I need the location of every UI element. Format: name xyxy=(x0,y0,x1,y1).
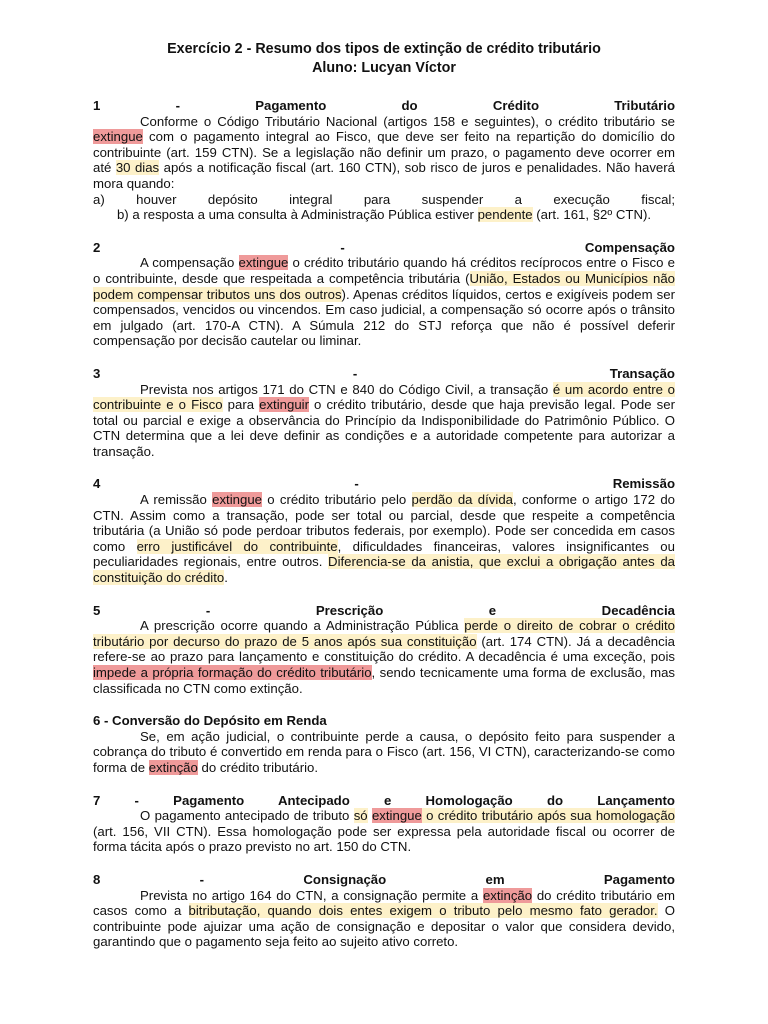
section-heading: 2 - Compensação xyxy=(93,239,675,255)
section-heading: 7 - Pagamento Antecipado e Homologação do Lançamento xyxy=(93,792,675,808)
highlight-red: extinção xyxy=(482,887,533,903)
section-pagamento-antecipado xyxy=(93,793,675,855)
highlight-red: impede a própria formação do crédito tributário xyxy=(93,665,372,680)
section-heading: 6 - Conversão do Depósito em Renda xyxy=(93,713,327,729)
section-paragraph: A remissão extingue o crédito tributário pelo perdão da dívida, conforme o artigo 172 do CTN. Assim como a transação, pode ser total ou parcial, desde que respeite a competência tributária (a União só pode perdoar tributos federais, por exemplo). Pode ser concedida em casos como erro justificável do contribuinte, dificuldades financeiras, valores insignificantes ou peculiaridades regionais, entre outros. Diferencia-se da anistia, que exclui a obrigação antes da constituição do crédito. xyxy=(93,492,676,586)
section-heading: 1 - Pagamento do Crédito Tributário xyxy=(93,98,676,113)
section-transacao xyxy=(93,366,675,460)
document-title: Exercício 2 - Resumo dos tipos de extinção de crédito tributário xyxy=(167,41,601,57)
section-consignacao xyxy=(93,872,675,950)
section-conversao xyxy=(93,713,675,775)
list-item-b: b) a resposta a uma consulta à Administração Pública estiver pendente (art. 161, §2º CTN). xyxy=(116,207,652,223)
highlight-yellow: só xyxy=(353,808,368,824)
document-header xyxy=(93,40,675,78)
highlight-red: extinguir xyxy=(259,397,309,413)
highlight-yellow: União, Estados ou Municípios não podem compensar tributos uns dos outros xyxy=(93,270,675,302)
section-paragraph: Se, em ação judicial, o contribuinte perde a causa, o depósito feito para suspender a cobrança do tributo é convertido em renda para o Fisco (art. 156, VI CTN), caracterizando-se como forma de extinção do crédito tributário. xyxy=(93,728,675,775)
highlight-yellow: é um acordo entre o contribuinte e o Fisco xyxy=(93,381,675,413)
highlight-red: extingue xyxy=(238,255,289,271)
highlight-yellow: Diferencia-se da anistia, que exclui a obrigação antes da constituição do crédito xyxy=(93,554,675,586)
student-name: Aluno: Lucyan Víctor xyxy=(312,60,456,76)
highlight-yellow: 30 dias xyxy=(115,160,160,176)
section-prescricao xyxy=(93,603,675,697)
highlight-yellow: bitributação, quando dois entes exigem o tributo pelo mesmo fato gerador. xyxy=(188,903,658,919)
section-heading: 3 - Transação xyxy=(93,365,675,381)
section-paragraph: Prevista no artigo 164 do CTN, a consignação permite a extinção do crédito tributário em casos como a bitributação, quando dois entes exigem o tributo pelo mesmo fato gerador. O contribuinte pode ajuizar uma ação de consignação e depositar o valor que considera devido, garantindo que o pagamento seja feito ao sujeito ativo correto. xyxy=(93,887,676,950)
section-heading: 4 - Remissão xyxy=(93,476,675,492)
list-item-a: a) houver depósito integral para suspender a execução fiscal; xyxy=(93,191,675,207)
highlight-yellow: pendente xyxy=(477,207,533,223)
section-heading: 5 - Prescrição e Decadência xyxy=(93,602,675,618)
section-paragraph: A compensação extingue o crédito tributário quando há créditos recíprocos entre o Fisco e o contribuinte, desde que respeitada a competência tributária (União, Estados ou Municípios não podem compensar tributos uns dos outros). Apenas créditos líquidos, certos e exigíveis podem ser compensados, vencidos ou vincendos. Em caso judicial, a compensação só ocorre após o trânsito em julgado (art. 170-A CTN). A Súmula 212 do STJ reforça que não é possível deferir compensação por decisão cautelar ou liminar. xyxy=(93,255,675,349)
section-paragraph: O pagamento antecipado de tributo só extingue o crédito tributário após sua homologação (art. 156, VII CTN). Essa homologação pode ser expressa pela autoridade fiscal ou ocorrer de forma tácita após o prazo previsto no art. 150 do CTN. xyxy=(93,808,676,855)
document-page xyxy=(93,40,675,967)
highlight-red: extingue xyxy=(93,129,143,145)
section-paragraph: Conforme o Código Tributário Nacional (artigos 158 e seguintes), o crédito tributário se extingue com o pagamento integral ao Fisco, que deve ser feito na repartição do domicílio do contribuinte (art. 159 CTN). Se a legislação não definir um prazo, o pagamento deve ocorrer em até 30 dias após a notificação fiscal (art. 160 CTN), sob risco de juros e penalidades. Não haverá mora quando: xyxy=(93,113,675,191)
highlight-yellow: erro justificável do contribuinte xyxy=(136,538,338,554)
section-pagamento xyxy=(93,98,675,223)
highlight-yellow: o crédito tributário após sua homologação xyxy=(421,808,676,824)
section-paragraph: Prevista nos artigos 171 do CTN e 840 do Código Civil, a transação é um acordo entre o contribuinte e o Fisco para extinguir o crédito tributário, desde que haja previsão legal. Pode ser total ou parcial e exige a observância do Princípio da Indisponibilidade do Patrimônio Público. O CTN determina que a lei deve definir as condições e a autoridade competente para autorizar a transação. xyxy=(93,381,675,459)
highlight-red: extingue xyxy=(212,492,262,508)
highlight-red: extingue xyxy=(371,808,422,824)
highlight-red: extinção xyxy=(148,759,198,775)
section-compensacao xyxy=(93,240,675,349)
highlight-yellow: perde o direito de cobrar o crédito tributário por decurso do prazo de 5 anos após sua constituição xyxy=(93,618,675,649)
section-heading: 8 - Consignação em Pagamento xyxy=(93,871,675,887)
section-remissao xyxy=(93,476,675,585)
section-paragraph: A prescrição ocorre quando a Administração Pública perde o direito de cobrar o crédito tributário por decurso do prazo de 5 anos após sua constituição (art. 174 CTN). Já a decadência refere-se ao prazo para lançamento e constituição do crédito. A decadência é uma exceção, pois impede a própria formação do crédito tributário, sendo tecnicamente uma forma de exclusão, mas classificada no CTN como extinção. xyxy=(93,618,675,696)
highlight-yellow: perdão da dívida xyxy=(411,492,513,508)
